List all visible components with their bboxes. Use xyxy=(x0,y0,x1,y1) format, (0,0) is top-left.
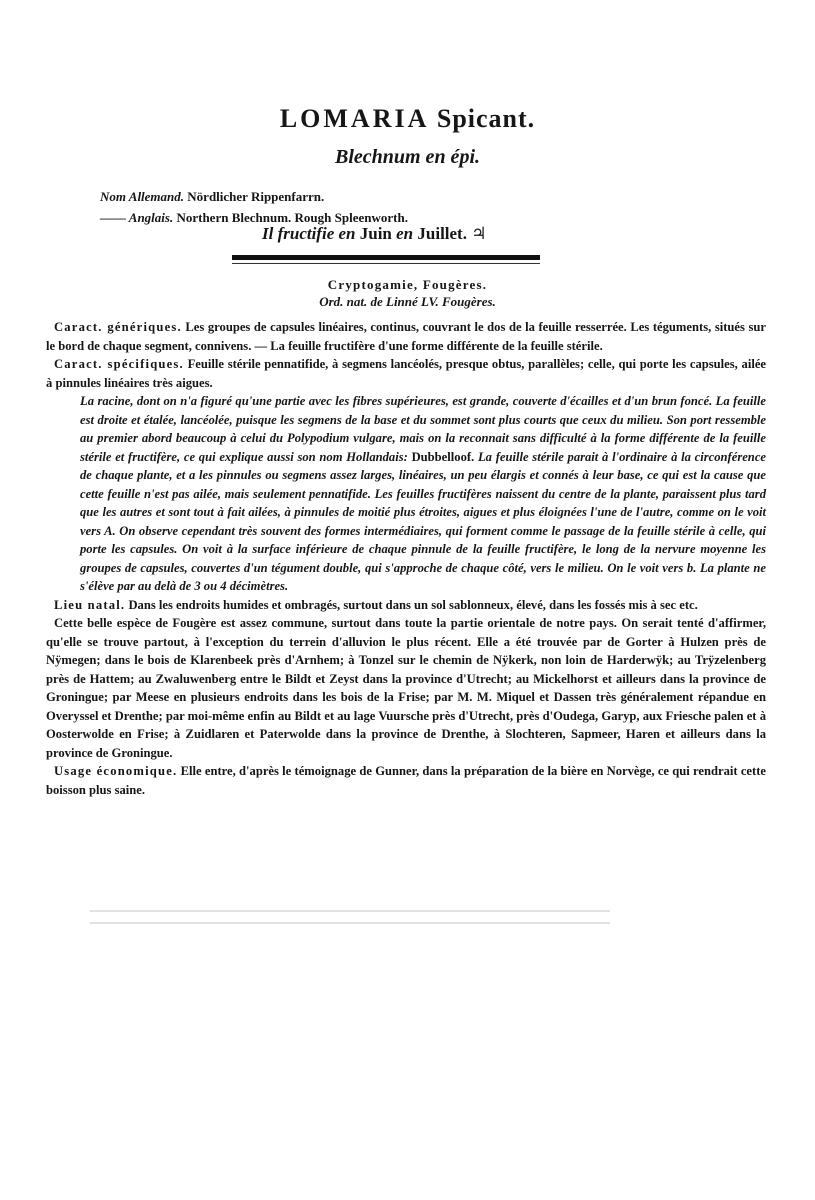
habitat-label: Lieu natal. xyxy=(54,597,126,612)
synonym-title: Blechnum en épi. xyxy=(334,146,480,168)
german-name: Nördlicher Rippenfarrn. xyxy=(187,189,325,204)
page-title xyxy=(0,104,815,134)
english-name: Northern Blechnum. Rough Spleenworth. xyxy=(176,210,408,225)
classification xyxy=(0,276,815,310)
divider-thin xyxy=(232,263,540,264)
description-part-1: La racine, dont on n'a figuré qu'une partie avec les fibres supérieures, est grande, couverte d'écailles et d'un brun foncé. La feuille est droite et étalée, lancéolée, puisque les segmens de la base et du sommet sont plus courts que ceux du milieu. Son port ressemble au premier abord beaucoup à celui du Polypodium vulgare, mais on la reconnait sans difficulté à la forme différente de la feuille stérile et fructifère, ce qui explique aussi son nom Hollandais: xyxy=(80,394,766,464)
generic-label: Caract. génériques. xyxy=(54,320,182,334)
distribution: Cette belle espèce de Fougère est assez commune, surtout dans toute la partie orientale de notre pays. On serait tenté d'affirmer, qu'elle se trouve partout, à l'exception du terrein d'alluvion le plus récent. Elle a été trouvée par de Gorter à Hulzen près de Nÿmegen; dans le bois de Klarenbeek près d'Arnhem; à Tonzel sur le chemin de Nÿkerk, non loin de Harderwÿk; au Trÿzelenberg près de Hattem; au Zwaluwenberg entre le Bildt et Zeyst dans la province d'Utrecht; au Mickelhorst et ailleurs dans la province de Groningue; par Meese en plusieurs endroits dans les bois de la Frise; par M. M. Miquel et Dassen très généralement répandue en Overyssel et Drenthe; par moi-même enfin au Bildt et au lage Vuursche près d'Utrecht, près d'Oudega, Garyp, aux Friesche palen et à Oosterwolde en Frise; à Zuidlaren et Paterwolde dans la province de Drenthe, à Slochteren, Sapmeer, Haren et ailleurs dans la province de Groningue. xyxy=(46,616,766,760)
divider-thick xyxy=(232,255,540,260)
german-label: Nom Allemand. xyxy=(100,189,185,204)
bleed-through-marks xyxy=(90,900,610,932)
classification-class: Cryptogamie, Fougères. xyxy=(327,277,488,292)
generic-characters xyxy=(46,318,766,355)
fructification-line xyxy=(262,224,486,244)
habitat-text: Dans les endroits humides et ombragés, surtout dans un sol sablonneux, élevé, dans les fossés mis à sec etc. xyxy=(128,597,698,612)
perennial-symbol: ♃ xyxy=(471,224,487,243)
specific-characters xyxy=(46,355,766,392)
usage-text: Elle entre, d'après le témoignage de Gunner, dans la préparation de la bière en Norvège, ce qui rendrait cette boisson plus saine. xyxy=(46,764,766,797)
fructification-text: Il fructifie en xyxy=(262,224,356,243)
description-part-2: La feuille stérile parait à l'ordinaire à la circonférence de chaque plante, et a les pinnules ou segmens assez larges, linéaires, un peu élargis et connés à leur base, ce qui est la cause que cette feuille n'est pas ailée, mais seulement pennatifide. Les feuilles fructifères naissent du centre de la plante, paraissent plus tard que les autres et sont tout à fait ailées, à pinnules de moitié plus étroites, aigues et plus éloignées l'une de l'autre, comme on le voit vers A. On observe cependant très souvent des formes intermédiaires, qui forment comme le passage de la feuille stérile à celle, qui porte les capsules. On voit à la surface inférieure de chaque pinnule de la feuille fructifère, le long de la nervure moyenne les groupes de capsules, couvertes d'un tégument double, qui s'approche de chaque côté, vers le milieu. On le voit vers b. La plante ne s'élève par au delà de 3 ou 4 décimètres. xyxy=(80,449,766,593)
economic-usage xyxy=(46,762,766,799)
usage-label: Usage économique. xyxy=(54,764,178,778)
species-name: Spicant. xyxy=(436,104,536,133)
genus-name: LOMARIA xyxy=(279,104,430,133)
specific-text: Feuille stérile pennatifide, à segmens lancéolés, presque obtus, parallèles; celle, qui porte les capsules, ailée à pinnules linéaires très aigues. xyxy=(46,357,766,390)
german-name-line xyxy=(100,186,408,207)
english-label: —— Anglais. xyxy=(100,210,174,225)
fructification-month-1: Juin xyxy=(359,224,392,243)
habitat xyxy=(46,596,766,615)
common-names xyxy=(100,186,408,228)
main-text xyxy=(46,318,766,799)
generic-text: Les groupes de capsules linéaires, continus, couvrant le dos de la feuille resserrée. Les téguments, situés sur le bord de chaque segment, connivens. — La feuille fructifère d'une forme différente de la feuille stérile. xyxy=(46,320,767,353)
dutch-name: Dubbelloof. xyxy=(411,449,475,464)
fructification-month-2: Juillet. xyxy=(417,224,467,243)
fructification-connector: en xyxy=(396,224,414,243)
specific-label: Caract. spécifiques. xyxy=(54,357,184,371)
classification-order: Ord. nat. de Linné LV. Fougères. xyxy=(319,294,496,309)
plant-description xyxy=(80,392,766,596)
